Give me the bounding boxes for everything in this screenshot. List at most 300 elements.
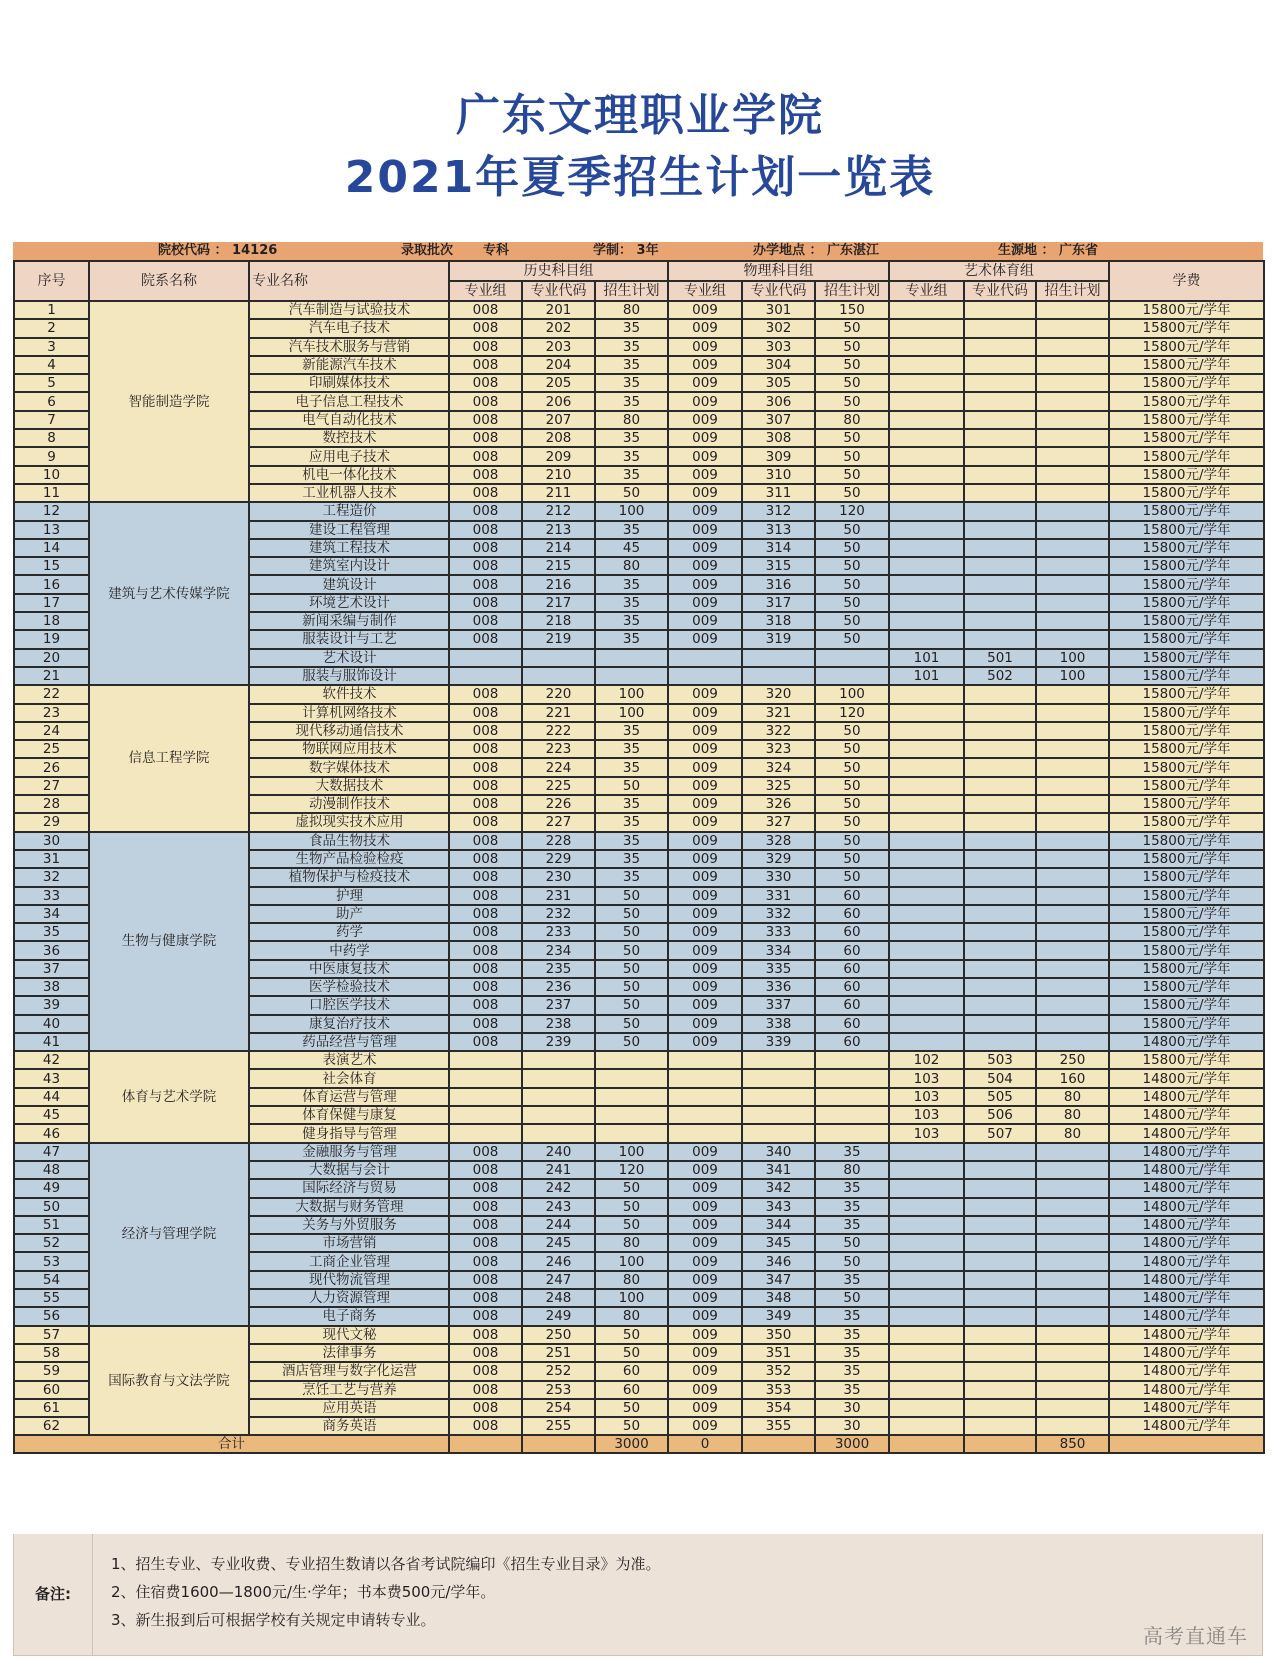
major-name-cell: 服装与服饰设计 — [249, 667, 449, 685]
physics-group-cell: 009 — [668, 1399, 742, 1417]
physics-group-cell — [668, 1051, 742, 1069]
history-code-cell: 228 — [522, 832, 595, 850]
major-name-cell: 酒店管理与数字化运营 — [249, 1362, 449, 1380]
seq-cell: 8 — [14, 429, 89, 447]
history-code-cell: 241 — [522, 1161, 595, 1179]
table-row — [14, 685, 1264, 703]
physics-group-cell: 009 — [668, 1252, 742, 1270]
seq-cell: 47 — [14, 1143, 89, 1161]
history-code-cell: 223 — [522, 740, 595, 758]
major-name-cell: 现代文秘 — [249, 1326, 449, 1344]
history-plan-cell: 60 — [595, 1362, 668, 1380]
seq-cell: 61 — [14, 1399, 89, 1417]
history-plan-cell: 50 — [595, 1417, 668, 1435]
art-code-cell — [964, 502, 1036, 520]
physics-group-cell: 009 — [668, 557, 742, 575]
tuition-cell: 14800元/学年 — [1109, 1033, 1264, 1051]
art-group-cell — [889, 630, 964, 648]
art-group-cell — [889, 1161, 964, 1179]
major-name-cell: 现代物流管理 — [249, 1271, 449, 1289]
art-plan-cell — [1036, 374, 1109, 392]
major-name-cell: 印刷媒体技术 — [249, 374, 449, 392]
art-group-cell — [889, 923, 964, 941]
history-code-cell: 218 — [522, 612, 595, 630]
physics-plan-cell: 60 — [815, 905, 889, 923]
art-code-cell — [964, 1198, 1036, 1216]
physics-group-cell: 009 — [668, 1362, 742, 1380]
art-code-cell — [964, 1344, 1036, 1362]
tuition-cell: 15800元/学年 — [1109, 392, 1264, 410]
art-code-cell — [964, 1307, 1036, 1325]
art-plan-cell — [1036, 1252, 1109, 1270]
physics-plan-cell: 80 — [815, 1161, 889, 1179]
art-code-cell — [964, 850, 1036, 868]
physics-plan-cell: 120 — [815, 502, 889, 520]
art-group-cell — [889, 1381, 964, 1399]
physics-plan-cell — [815, 667, 889, 685]
art-code-cell — [964, 1234, 1036, 1252]
major-name-cell: 新能源汽车技术 — [249, 356, 449, 374]
physics-code-cell: 337 — [742, 996, 815, 1014]
physics-plan-cell: 60 — [815, 960, 889, 978]
history-plan-cell — [595, 1069, 668, 1087]
seq-cell: 1 — [14, 301, 89, 319]
history-code-cell: 205 — [522, 374, 595, 392]
header-physics-group: 物理科目组 — [668, 261, 889, 281]
tuition-cell: 15800元/学年 — [1109, 850, 1264, 868]
art-plan-cell: 250 — [1036, 1051, 1109, 1069]
art-plan-cell — [1036, 1198, 1109, 1216]
college-name-cell: 智能制造学院 — [89, 301, 249, 502]
physics-plan-cell: 35 — [815, 1143, 889, 1161]
seq-cell: 30 — [14, 832, 89, 850]
physics-group-cell: 009 — [668, 484, 742, 502]
tuition-cell: 15800元/学年 — [1109, 1051, 1264, 1069]
header-seq: 序号 — [14, 261, 89, 301]
art-plan-cell — [1036, 466, 1109, 484]
physics-code-cell — [742, 1088, 815, 1106]
tuition-cell: 15800元/学年 — [1109, 704, 1264, 722]
history-group-cell: 008 — [449, 1307, 522, 1325]
major-name-cell: 电子信息工程技术 — [249, 392, 449, 410]
tuition-cell: 15800元/学年 — [1109, 594, 1264, 612]
art-plan-cell — [1036, 539, 1109, 557]
art-code-cell — [964, 704, 1036, 722]
art-group-cell — [889, 1417, 964, 1435]
batch-label: 录取批次 — [401, 243, 454, 258]
physics-plan-cell: 50 — [815, 594, 889, 612]
art-group-cell — [889, 1344, 964, 1362]
physics-code-cell: 336 — [742, 978, 815, 996]
history-code-cell: 249 — [522, 1307, 595, 1325]
history-group-cell: 008 — [449, 429, 522, 447]
major-name-cell: 艺术设计 — [249, 649, 449, 667]
physics-code-cell: 355 — [742, 1417, 815, 1435]
physics-group-cell — [668, 649, 742, 667]
history-code-cell: 207 — [522, 411, 595, 429]
major-name-cell: 市场营销 — [249, 1234, 449, 1252]
tuition-cell: 15800元/学年 — [1109, 411, 1264, 429]
history-plan-cell: 35 — [595, 630, 668, 648]
art-plan-cell — [1036, 1143, 1109, 1161]
art-plan-cell — [1036, 1381, 1109, 1399]
history-code-cell: 229 — [522, 850, 595, 868]
physics-plan-cell: 50 — [815, 1252, 889, 1270]
history-plan-cell: 50 — [595, 1344, 668, 1362]
art-plan-cell — [1036, 1271, 1109, 1289]
history-code-cell: 208 — [522, 429, 595, 447]
batch-value: 专科 — [483, 243, 510, 258]
tuition-cell: 15800元/学年 — [1109, 941, 1264, 959]
physics-plan-cell: 50 — [815, 1289, 889, 1307]
physics-plan-cell — [815, 1051, 889, 1069]
history-plan-cell: 50 — [595, 978, 668, 996]
art-group-cell — [889, 319, 964, 337]
art-code-cell — [964, 887, 1036, 905]
physics-plan-cell: 150 — [815, 301, 889, 319]
history-code-cell: 246 — [522, 1252, 595, 1270]
physics-group-cell: 009 — [668, 466, 742, 484]
history-plan-cell: 50 — [595, 1033, 668, 1051]
history-group-cell — [449, 1069, 522, 1087]
art-group-cell — [889, 338, 964, 356]
physics-plan-cell: 50 — [815, 392, 889, 410]
art-code-cell — [964, 685, 1036, 703]
physics-group-cell: 009 — [668, 777, 742, 795]
art-code-cell — [964, 832, 1036, 850]
history-plan-cell: 35 — [595, 832, 668, 850]
history-group-cell: 008 — [449, 392, 522, 410]
history-plan-cell: 50 — [595, 1399, 668, 1417]
physics-group-cell: 009 — [668, 960, 742, 978]
seq-cell: 5 — [14, 374, 89, 392]
seq-cell: 53 — [14, 1252, 89, 1270]
page-title-school: 广东文理职业学院 — [456, 90, 824, 141]
history-group-cell: 008 — [449, 1326, 522, 1344]
major-name-cell: 建筑工程技术 — [249, 539, 449, 557]
art-group-cell — [889, 1271, 964, 1289]
art-plan-cell — [1036, 704, 1109, 722]
tuition-cell: 15800元/学年 — [1109, 338, 1264, 356]
history-group-cell: 008 — [449, 484, 522, 502]
art-code-cell: 504 — [964, 1069, 1036, 1087]
art-plan-cell — [1036, 338, 1109, 356]
art-code-cell — [964, 374, 1036, 392]
physics-plan-cell: 50 — [815, 1234, 889, 1252]
seq-cell: 35 — [14, 923, 89, 941]
major-name-cell: 国际经济与贸易 — [249, 1179, 449, 1197]
history-group-cell: 008 — [449, 1161, 522, 1179]
art-code-cell — [964, 868, 1036, 886]
art-plan-cell: 80 — [1036, 1124, 1109, 1142]
physics-plan-cell: 50 — [815, 758, 889, 776]
tuition-cell: 15800元/学年 — [1109, 740, 1264, 758]
seq-cell: 11 — [14, 484, 89, 502]
history-plan-cell: 35 — [595, 722, 668, 740]
seq-cell: 18 — [14, 612, 89, 630]
seq-cell: 57 — [14, 1326, 89, 1344]
physics-group-cell: 009 — [668, 502, 742, 520]
total-cell — [889, 1435, 964, 1453]
seq-cell: 49 — [14, 1179, 89, 1197]
header-history-group-code: 专业组 — [449, 281, 522, 301]
physics-code-cell: 347 — [742, 1271, 815, 1289]
history-code-cell: 213 — [522, 521, 595, 539]
history-code-cell: 224 — [522, 758, 595, 776]
history-code-cell: 248 — [522, 1289, 595, 1307]
major-name-cell: 动漫制作技术 — [249, 795, 449, 813]
physics-plan-cell: 60 — [815, 1033, 889, 1051]
physics-group-cell: 009 — [668, 1015, 742, 1033]
physics-plan-cell: 50 — [815, 740, 889, 758]
major-name-cell: 大数据与会计 — [249, 1161, 449, 1179]
physics-group-cell: 009 — [668, 685, 742, 703]
art-group-cell — [889, 539, 964, 557]
art-group-cell — [889, 612, 964, 630]
physics-plan-cell: 35 — [815, 1344, 889, 1362]
physics-group-cell: 009 — [668, 1307, 742, 1325]
tuition-cell: 15800元/学年 — [1109, 960, 1264, 978]
art-code-cell: 503 — [964, 1051, 1036, 1069]
tuition-cell: 15800元/学年 — [1109, 630, 1264, 648]
history-plan-cell: 35 — [595, 740, 668, 758]
art-plan-cell — [1036, 905, 1109, 923]
physics-plan-cell: 35 — [815, 1362, 889, 1380]
enrollment-plan-table — [13, 260, 1265, 1454]
seq-cell: 56 — [14, 1307, 89, 1325]
seq-cell: 32 — [14, 868, 89, 886]
art-plan-cell: 100 — [1036, 649, 1109, 667]
tuition-cell: 15800元/学年 — [1109, 777, 1264, 795]
physics-group-cell: 009 — [668, 319, 742, 337]
art-code-cell — [964, 521, 1036, 539]
duration: 学制： 3年 — [593, 243, 659, 258]
tuition-cell: 15800元/学年 — [1109, 813, 1264, 831]
seq-cell: 12 — [14, 502, 89, 520]
physics-group-cell: 009 — [668, 941, 742, 959]
seq-cell: 20 — [14, 649, 89, 667]
history-group-cell — [449, 1124, 522, 1142]
physics-plan-cell: 60 — [815, 1015, 889, 1033]
tuition-cell: 15800元/学年 — [1109, 832, 1264, 850]
art-group-cell — [889, 704, 964, 722]
art-code-cell — [964, 1417, 1036, 1435]
history-group-cell: 008 — [449, 978, 522, 996]
physics-plan-cell: 50 — [815, 429, 889, 447]
art-code-cell — [964, 594, 1036, 612]
seq-cell: 41 — [14, 1033, 89, 1051]
history-plan-cell: 80 — [595, 301, 668, 319]
physics-group-cell — [668, 1106, 742, 1124]
physics-code-cell: 314 — [742, 539, 815, 557]
history-plan-cell — [595, 649, 668, 667]
history-plan-cell: 100 — [595, 704, 668, 722]
art-plan-cell — [1036, 557, 1109, 575]
art-plan-cell — [1036, 356, 1109, 374]
art-code-cell — [964, 1033, 1036, 1051]
header-major: 专业名称 — [249, 261, 449, 301]
art-group-cell — [889, 484, 964, 502]
tuition-cell: 15800元/学年 — [1109, 722, 1264, 740]
physics-plan-cell: 50 — [815, 795, 889, 813]
tuition-cell: 15800元/学年 — [1109, 868, 1264, 886]
history-plan-cell: 50 — [595, 996, 668, 1014]
history-group-cell: 008 — [449, 1015, 522, 1033]
art-code-cell — [964, 1289, 1036, 1307]
history-code-cell: 222 — [522, 722, 595, 740]
physics-plan-cell — [815, 649, 889, 667]
history-plan-cell: 35 — [595, 575, 668, 593]
major-name-cell: 关务与外贸服务 — [249, 1216, 449, 1234]
history-group-cell: 008 — [449, 1271, 522, 1289]
tuition-cell: 15800元/学年 — [1109, 923, 1264, 941]
art-group-cell — [889, 1326, 964, 1344]
tuition-cell: 14800元/学年 — [1109, 1106, 1264, 1124]
art-plan-cell — [1036, 850, 1109, 868]
header-art-major-code: 专业代码 — [964, 281, 1036, 301]
art-plan-cell — [1036, 868, 1109, 886]
major-name-cell: 机电一体化技术 — [249, 466, 449, 484]
history-code-cell: 233 — [522, 923, 595, 941]
art-code-cell — [964, 996, 1036, 1014]
physics-code-cell: 341 — [742, 1161, 815, 1179]
total-label: 合计 — [14, 1435, 449, 1453]
art-plan-cell — [1036, 612, 1109, 630]
tuition-cell: 14800元/学年 — [1109, 1326, 1264, 1344]
art-code-cell — [964, 466, 1036, 484]
art-plan-cell: 80 — [1036, 1106, 1109, 1124]
physics-plan-cell: 50 — [815, 612, 889, 630]
major-name-cell: 工商企业管理 — [249, 1252, 449, 1270]
art-code-cell — [964, 740, 1036, 758]
physics-plan-cell: 50 — [815, 575, 889, 593]
physics-code-cell: 309 — [742, 447, 815, 465]
seq-cell: 26 — [14, 758, 89, 776]
total-cell: 3000 — [595, 1435, 668, 1453]
physics-group-cell: 009 — [668, 1216, 742, 1234]
physics-plan-cell: 60 — [815, 941, 889, 959]
tuition-cell: 15800元/学年 — [1109, 557, 1264, 575]
major-name-cell: 服装设计与工艺 — [249, 630, 449, 648]
seq-cell: 7 — [14, 411, 89, 429]
history-plan-cell: 35 — [595, 850, 668, 868]
art-group-cell — [889, 1015, 964, 1033]
seq-cell: 40 — [14, 1015, 89, 1033]
physics-group-cell: 009 — [668, 575, 742, 593]
physics-code-cell: 307 — [742, 411, 815, 429]
art-group-cell: 103 — [889, 1124, 964, 1142]
history-plan-cell: 35 — [595, 466, 668, 484]
note-line: 2、住宿费1600—1800元/生·学年；书本费500元/学年。 — [111, 1583, 496, 1601]
history-plan-cell: 50 — [595, 1179, 668, 1197]
physics-code-cell: 325 — [742, 777, 815, 795]
major-name-cell: 助产 — [249, 905, 449, 923]
history-plan-cell: 50 — [595, 905, 668, 923]
major-name-cell: 体育运营与管理 — [249, 1088, 449, 1106]
physics-plan-cell: 35 — [815, 1198, 889, 1216]
art-group-cell: 103 — [889, 1088, 964, 1106]
physics-code-cell — [742, 1106, 815, 1124]
history-code-cell: 235 — [522, 960, 595, 978]
seq-cell: 31 — [14, 850, 89, 868]
watermark: 高考直通车 — [1143, 1624, 1248, 1648]
physics-group-cell — [668, 1124, 742, 1142]
tuition-cell: 15800元/学年 — [1109, 429, 1264, 447]
art-code-cell — [964, 630, 1036, 648]
history-group-cell: 008 — [449, 960, 522, 978]
physics-plan-cell: 50 — [815, 466, 889, 484]
major-name-cell: 软件技术 — [249, 685, 449, 703]
history-plan-cell: 35 — [595, 429, 668, 447]
tuition-cell: 14800元/学年 — [1109, 1344, 1264, 1362]
physics-code-cell: 317 — [742, 594, 815, 612]
header-physics-plan: 招生计划 — [815, 281, 889, 301]
major-name-cell: 法律事务 — [249, 1344, 449, 1362]
history-code-cell: 201 — [522, 301, 595, 319]
history-code-cell: 206 — [522, 392, 595, 410]
history-group-cell: 008 — [449, 1362, 522, 1380]
art-code-cell — [964, 1161, 1036, 1179]
history-code-cell: 231 — [522, 887, 595, 905]
art-group-cell — [889, 905, 964, 923]
history-plan-cell: 100 — [595, 502, 668, 520]
art-group-cell — [889, 466, 964, 484]
physics-plan-cell: 35 — [815, 1307, 889, 1325]
tuition-cell: 14800元/学年 — [1109, 1198, 1264, 1216]
history-group-cell: 008 — [449, 1216, 522, 1234]
art-plan-cell: 80 — [1036, 1088, 1109, 1106]
info-bar — [13, 242, 1263, 260]
art-plan-cell — [1036, 887, 1109, 905]
history-plan-cell: 120 — [595, 1161, 668, 1179]
college-name-cell: 生物与健康学院 — [89, 832, 249, 1052]
tuition-cell: 14800元/学年 — [1109, 1307, 1264, 1325]
history-code-cell: 251 — [522, 1344, 595, 1362]
major-name-cell: 大数据与财务管理 — [249, 1198, 449, 1216]
history-code-cell — [522, 1106, 595, 1124]
history-plan-cell: 50 — [595, 960, 668, 978]
seq-cell: 43 — [14, 1069, 89, 1087]
history-code-cell: 250 — [522, 1326, 595, 1344]
art-code-cell — [964, 301, 1036, 319]
major-name-cell: 汽车电子技术 — [249, 319, 449, 337]
history-plan-cell: 50 — [595, 1198, 668, 1216]
history-code-cell: 219 — [522, 630, 595, 648]
physics-group-cell — [668, 667, 742, 685]
art-plan-cell — [1036, 813, 1109, 831]
physics-group-cell: 009 — [668, 704, 742, 722]
art-code-cell — [964, 557, 1036, 575]
physics-group-cell: 009 — [668, 1143, 742, 1161]
art-group-cell: 101 — [889, 649, 964, 667]
seq-cell: 55 — [14, 1289, 89, 1307]
physics-plan-cell: 50 — [815, 319, 889, 337]
seq-cell: 25 — [14, 740, 89, 758]
physics-code-cell: 304 — [742, 356, 815, 374]
physics-code-cell: 326 — [742, 795, 815, 813]
physics-plan-cell: 30 — [815, 1399, 889, 1417]
physics-plan-cell: 35 — [815, 1179, 889, 1197]
seq-cell: 19 — [14, 630, 89, 648]
history-group-cell: 008 — [449, 868, 522, 886]
history-code-cell: 247 — [522, 1271, 595, 1289]
total-cell — [522, 1435, 595, 1453]
art-code-cell — [964, 484, 1036, 502]
major-name-cell: 药品经营与管理 — [249, 1033, 449, 1051]
art-code-cell — [964, 1326, 1036, 1344]
physics-group-cell: 009 — [668, 722, 742, 740]
seq-cell: 6 — [14, 392, 89, 410]
